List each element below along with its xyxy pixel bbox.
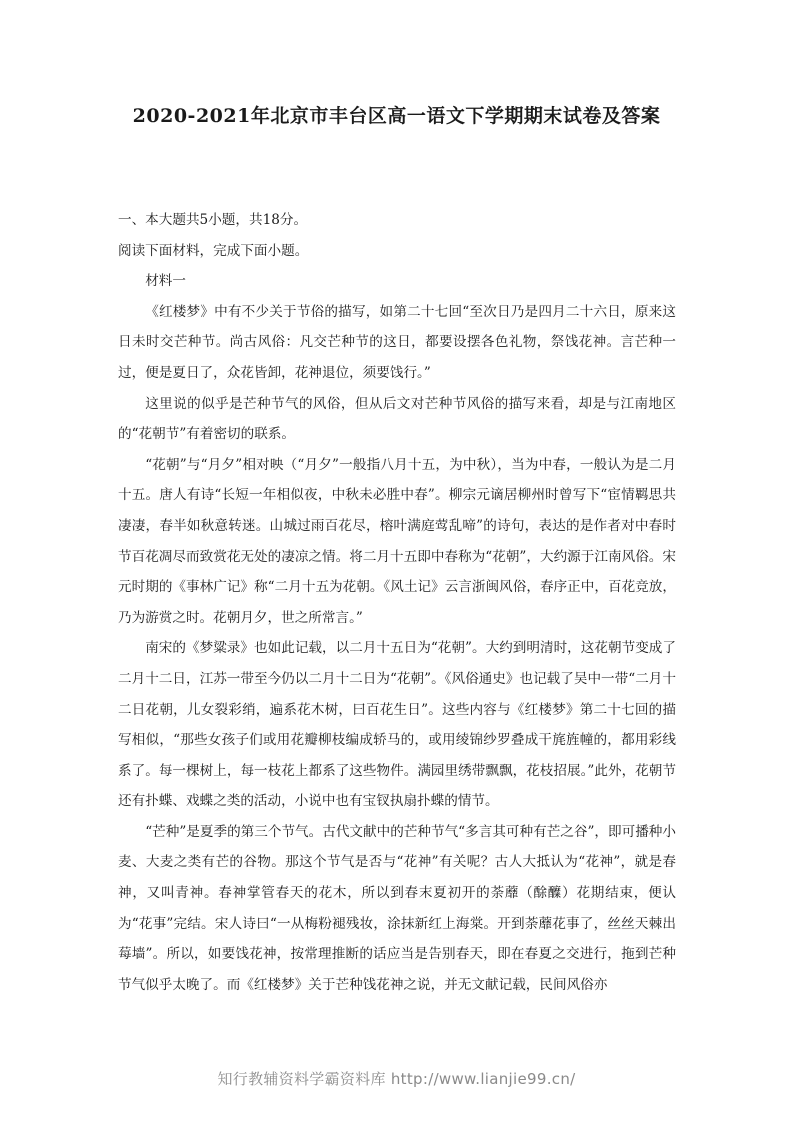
paragraph: “芒种”是夏季的第三个节气。古代文献中的芒种节气“多言其可种有芒之谷”，即可播种小麦、大麦之类有芒的谷物。那这个节气是否与“花神”有关呢？古人大抵认为“花神”，就是春神，又叫青神。春神掌管春天的花木，所以到春末夏初开的荼蘼（酴醾）花期结束，便认为“花事”完结。宋人诗曰“一从梅粉褪残妆，涂抹新红上海棠。开到荼蘼花事了，丝丝天棘出莓墙”。所以，如要饯花神，按常理推断的话应当是告别春天，即在春夏之交进行，拖到芒种节气似乎太晚了。而《红楼梦》关于芒种饯花神之说，并无文献记载，民间风俗亦	[118, 823, 676, 993]
document-title: 2020-2021年北京市丰台区高一语文下学期期末试卷及答案	[132, 105, 661, 127]
paragraph: “花朝”与“月夕”相对映（“月夕”一般指八月十五，为中秋），当为中春，一般认为是二月十五。唐人有诗“长短一年相似夜，中秋未必胜中春”。柳宗元谪居柳州时曾写下“宦情羁思共凄凄，春半如秋意转迷。山城过雨百花尽，榕叶满庭莺乱啼”的诗句，表达的是作者对中春时节百花凋尽而致赏花无处的凄凉之情。将二月十五即中春称为“花朝”，大约源于江南风俗。宋元时期的《事林广记》称“二月十五为花朝。《风土记》云言浙闽风俗，春序正中，百花竞放，乃为游赏之时。花朝月夕，世之所常言。”	[118, 456, 676, 626]
section-heading: 一、本大题共5小题，共18分。	[118, 212, 308, 228]
instruction-text: 阅读下面材料，完成下面小题。	[118, 242, 309, 259]
paragraph: 南宋的《梦粱录》也如此记载，以二月十五日为“花朝”。大约到明清时，这花朝节变成了二月十二日，江苏一带至今仍以二月十二日为“花朝”。《风俗通史》也记载了吴中一带“二月十二日花朝，儿女裂彩绡，遍系花木树，曰百花生日”。这些内容与《红楼梦》第二十七回的描写相似，“那些女孩子们或用花瓣柳枝编成轿马的，或用绫锦纱罗叠成干旄旌幢的，都用彩线系了。每一棵树上，每一枝花上都系了这些物件。满园里绣带飘飘，花枝招展。”此外，花朝节还有扑蝶、戏蝶之类的活动，小说中也有宝钗执扇扑蝶的情节。	[118, 640, 676, 810]
material-label: 材料一	[145, 273, 186, 290]
paragraph: 《红楼梦》中有不少关于节俗的描写，如第二十七回“至次日乃是四月二十六日，原来这日未时交芒种节。尚古风俗：凡交芒种节的这日，都要设摆各色礼物，祭饯花神。言芒种一过，便是夏日了，众花皆卸，花神退位，须要饯行。”	[118, 303, 676, 381]
document-body	[118, 205, 676, 1000]
paragraph: 这里说的似乎是芒种节气的风俗，但从后文对芒种节风俗的描写来看，却是与江南地区的“花朝节”有着密切的联系。	[118, 395, 676, 443]
footer-watermark: 知行教辅资料学霸资料库 http://www.lianjie99.cn/	[217, 1070, 576, 1088]
